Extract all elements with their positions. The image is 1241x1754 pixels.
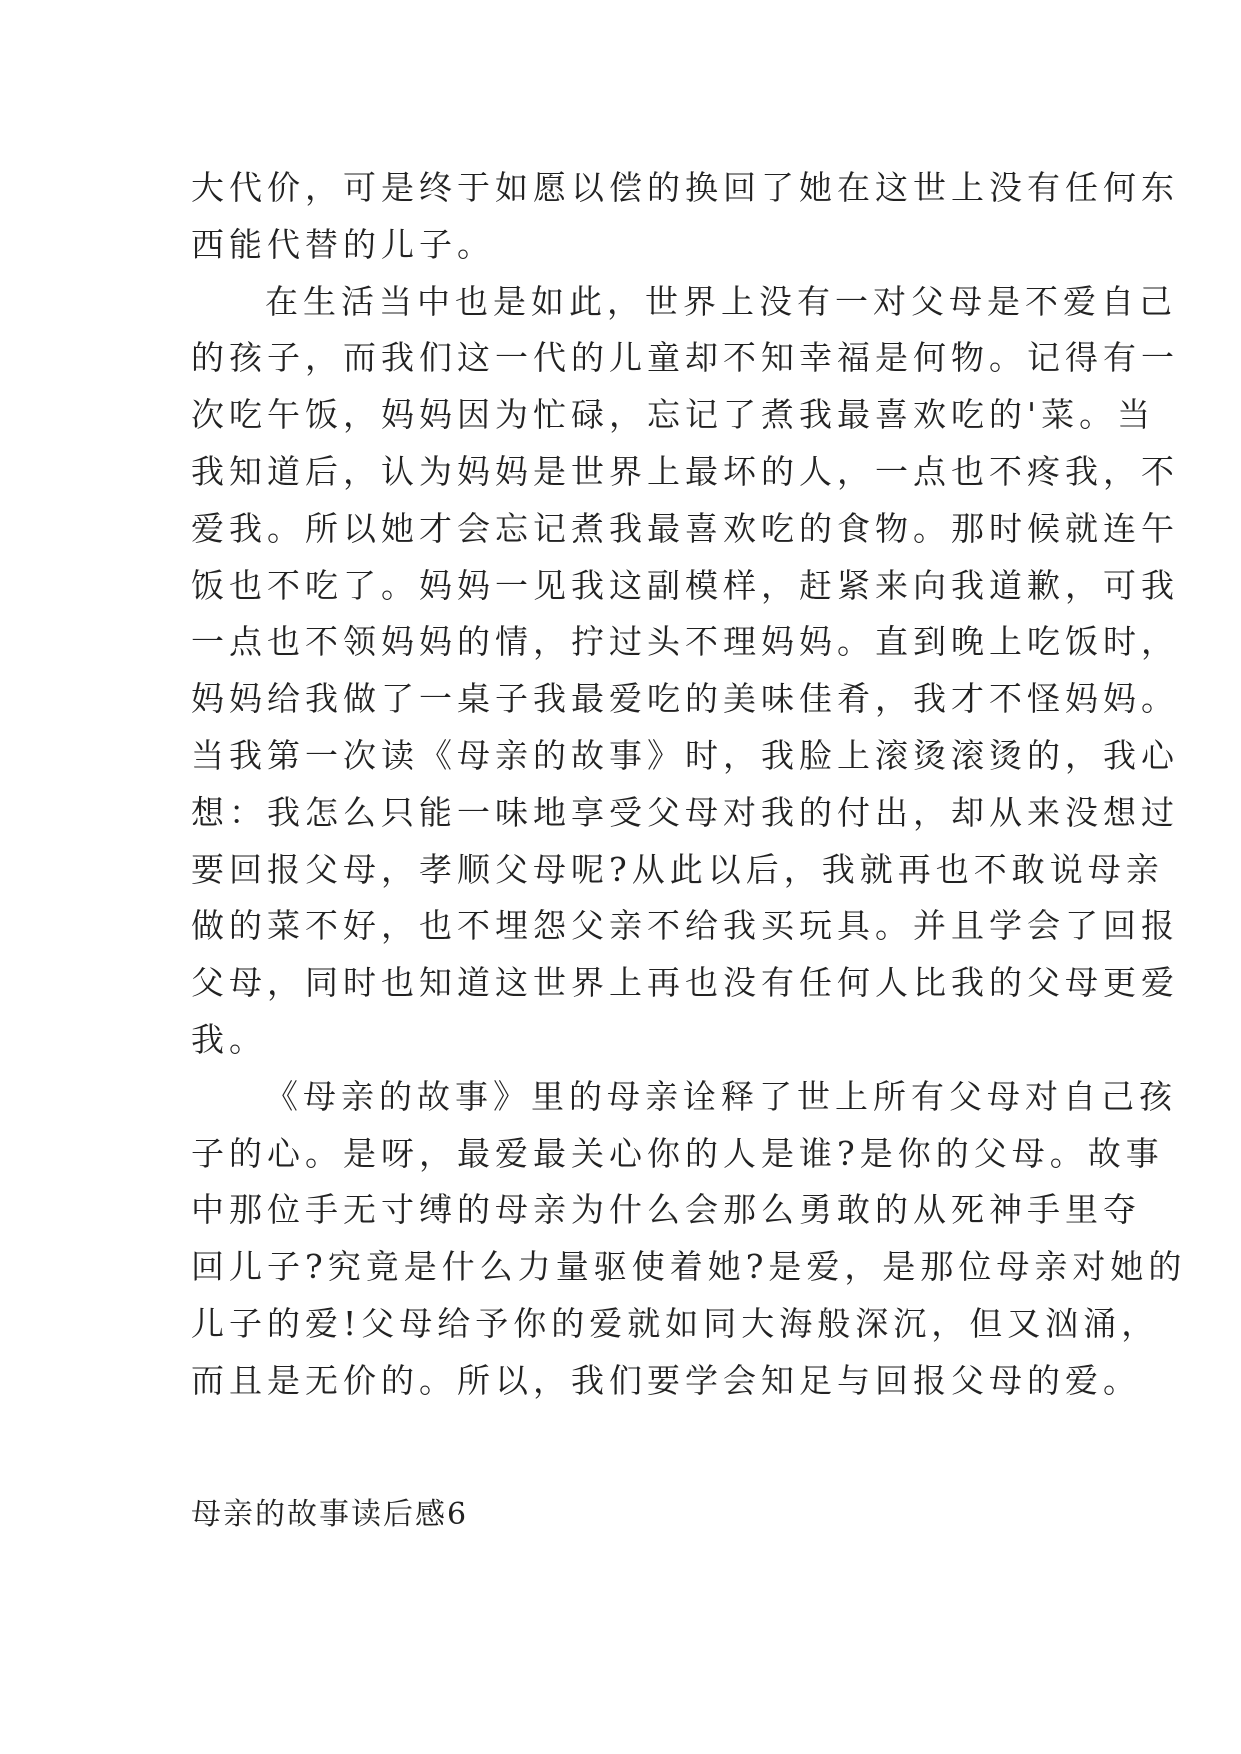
- text-line: 饭也不吃了。妈妈一见我这副模样，赶紧来向我道歉，可我: [191, 565, 1179, 605]
- text-line: 我。: [191, 1019, 267, 1059]
- text-line: 中那位手无寸缚的母亲为什么会那么勇敢的从死神手里夺: [191, 1190, 1141, 1230]
- text-line: 在生活当中也是如此，世界上没有一对父母是不爱自己: [265, 281, 1177, 321]
- text-line: 大代价，可是终于如愿以偿的换回了她在这世上没有任何东: [191, 168, 1179, 207]
- text-line: 儿子的爱!父母给予你的爱就如同大海般深沉，但又汹涌，: [191, 1303, 1160, 1343]
- text-line: 西能代替的儿子。: [191, 224, 495, 264]
- text-line: 一点也不领妈妈的情，拧过头不理妈妈。直到晚上吃饭时，: [191, 622, 1179, 662]
- text-line: 而且是无价的。所以，我们要学会知足与回报父母的爱。: [191, 1360, 1141, 1400]
- paragraph-2: [191, 274, 1179, 1069]
- text-line: 的孩子，而我们这一代的儿童却不知幸福是何物。记得有一: [191, 338, 1179, 378]
- text-line: 做的菜不好，也不埋怨父亲不给我买玩具。并且学会了回报: [191, 906, 1179, 946]
- text-line: 想：我怎么只能一味地享受父母对我的付出，却从来没想过: [191, 792, 1179, 832]
- text-line: 爱我。所以她才会忘记煮我最喜欢吃的食物。那时候就连午: [191, 508, 1179, 548]
- paragraph-1: [191, 160, 1179, 274]
- text-line: 妈妈给我做了一桌子我最爱吃的美味佳肴，我才不怪妈妈。: [191, 679, 1179, 719]
- text-line: 子的心。是呀，最爱最关心你的人是谁?是你的父母。故事: [191, 1133, 1164, 1173]
- section-heading: 母亲的故事读后感6: [191, 1497, 469, 1532]
- text-line: 回儿子?究竟是什么力量驱使着她?是爱，是那位母亲对她的: [191, 1247, 1187, 1287]
- text-line: 《母亲的故事》里的母亲诠释了世上所有父母对自己孩: [265, 1076, 1177, 1116]
- text-line: 我知道后，认为妈妈是世界上最坏的人，一点也不疼我，不: [191, 451, 1179, 491]
- text-line: 要回报父母，孝顺父母呢?从此以后，我就再也不敢说母亲: [191, 849, 1164, 889]
- text-line: 父母，同时也知道这世界上再也没有任何人比我的父母更爱: [191, 963, 1179, 1003]
- paragraph-3: [191, 1069, 1187, 1410]
- text-line: 当我第一次读《母亲的故事》时，我脸上滚烫滚烫的，我心: [191, 735, 1179, 775]
- text-line: 次吃午饭，妈妈因为忙碌，忘记了煮我最喜欢吃的'菜。当: [191, 395, 1156, 435]
- body-text: [191, 160, 1187, 1410]
